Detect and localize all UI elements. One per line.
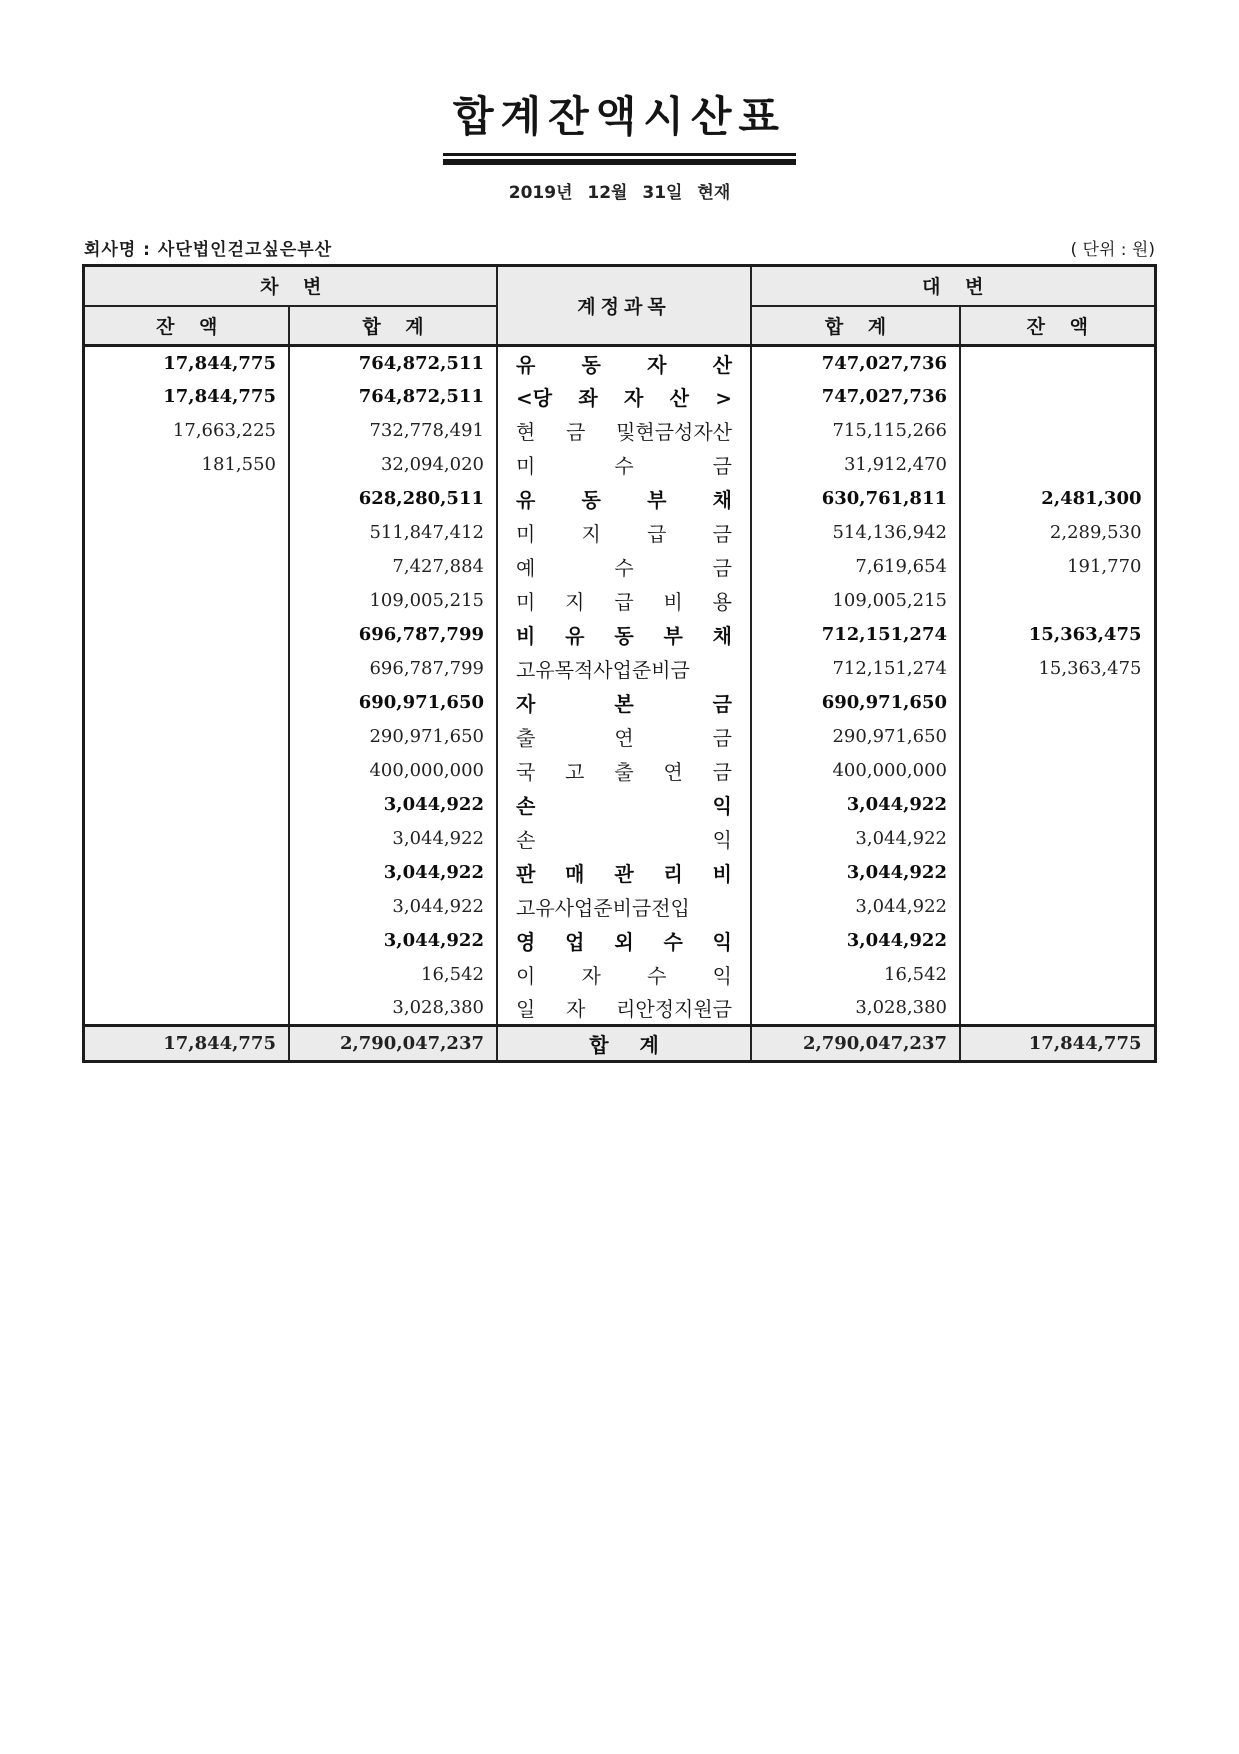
credit-balance-cell [960, 414, 1155, 448]
table-row [84, 754, 1155, 788]
table-row [84, 686, 1155, 720]
total-debit-balance: 17,844,775 [84, 1026, 289, 1062]
credit-balance-cell: 2,289,530 [960, 516, 1155, 550]
account-name-cell: 출 연 금 [497, 720, 751, 754]
account-name-cell: 유 동 자 산 [497, 346, 751, 380]
table-row [84, 482, 1155, 516]
table-row [84, 924, 1155, 958]
trial-balance-table [82, 264, 1156, 1063]
credit-total-cell: 715,115,266 [751, 414, 960, 448]
debit-balance-cell [84, 992, 289, 1026]
credit-balance-cell [960, 686, 1155, 720]
credit-balance-cell: 15,363,475 [960, 618, 1155, 652]
credit-balance-cell [960, 992, 1155, 1026]
debit-total-cell: 3,044,922 [289, 924, 497, 958]
credit-total-cell: 712,151,274 [751, 652, 960, 686]
credit-total-cell: 747,027,736 [751, 380, 960, 414]
debit-balance-cell [84, 890, 289, 924]
table-row [84, 856, 1155, 890]
credit-total-cell: 3,028,380 [751, 992, 960, 1026]
debit-balance-cell [84, 618, 289, 652]
debit-balance-cell: 17,844,775 [84, 346, 289, 380]
account-name-cell: 이 자 수 익 [497, 958, 751, 992]
credit-total-cell: 16,542 [751, 958, 960, 992]
credit-total-header: 합 계 [751, 306, 960, 346]
credit-balance-cell [960, 584, 1155, 618]
debit-total-header: 합 계 [289, 306, 497, 346]
table-row [84, 380, 1155, 414]
account-name-cell: 미 지 급 비 용 [497, 584, 751, 618]
debit-balance-cell [84, 754, 289, 788]
credit-total-cell: 3,044,922 [751, 822, 960, 856]
table-row [84, 618, 1155, 652]
credit-balance-cell [960, 346, 1155, 380]
title-underline [443, 159, 796, 165]
account-name-cell: 유 동 부 채 [497, 482, 751, 516]
credit-balance-cell [960, 788, 1155, 822]
debit-balance-cell [84, 958, 289, 992]
table-row [84, 992, 1155, 1026]
debit-total-cell: 290,971,650 [289, 720, 497, 754]
debit-total-cell: 690,971,650 [289, 686, 497, 720]
total-row [84, 1026, 1155, 1062]
table-row [84, 516, 1155, 550]
total-debit-total: 2,790,047,237 [289, 1026, 497, 1062]
debit-balance-cell: 181,550 [84, 448, 289, 482]
debit-balance-cell [84, 584, 289, 618]
total-row-label: 합 계 [497, 1026, 751, 1062]
credit-group-header: 대 변 [751, 266, 1155, 306]
table-body [84, 346, 1155, 1026]
debit-balance-cell: 17,844,775 [84, 380, 289, 414]
credit-balance-cell [960, 822, 1155, 856]
table-row [84, 346, 1155, 380]
debit-total-cell: 16,542 [289, 958, 497, 992]
debit-balance-cell [84, 856, 289, 890]
credit-balance-header: 잔 액 [960, 306, 1155, 346]
company-name: 회사명 : 사단법인걷고싶은부산 [84, 240, 333, 260]
credit-total-cell: 31,912,470 [751, 448, 960, 482]
credit-balance-cell: 15,363,475 [960, 652, 1155, 686]
account-name-cell: 손 익 [497, 788, 751, 822]
debit-balance-cell [84, 788, 289, 822]
total-credit-total: 2,790,047,237 [751, 1026, 960, 1062]
debit-total-cell: 696,787,799 [289, 652, 497, 686]
debit-group-header: 차 변 [84, 266, 497, 306]
credit-total-cell: 747,027,736 [751, 346, 960, 380]
account-name-cell: 고유목적사업준비금 [497, 652, 751, 686]
credit-total-cell: 290,971,650 [751, 720, 960, 754]
credit-balance-cell [960, 856, 1155, 890]
table-row [84, 788, 1155, 822]
debit-total-cell: 3,044,922 [289, 788, 497, 822]
page-title: 합계잔액시산표 [443, 84, 796, 156]
debit-total-cell: 109,005,215 [289, 584, 497, 618]
debit-balance-cell [84, 686, 289, 720]
title-section [0, 0, 1239, 165]
debit-balance-cell [84, 652, 289, 686]
debit-total-cell: 3,028,380 [289, 992, 497, 1026]
credit-balance-cell [960, 924, 1155, 958]
debit-balance-cell [84, 720, 289, 754]
account-name-cell: <당 좌 자 산 > [497, 380, 751, 414]
credit-total-cell: 712,151,274 [751, 618, 960, 652]
debit-balance-cell [84, 822, 289, 856]
debit-total-cell: 7,427,884 [289, 550, 497, 584]
table-row [84, 550, 1155, 584]
debit-total-cell: 732,778,491 [289, 414, 497, 448]
debit-balance-cell [84, 550, 289, 584]
account-name-cell: 판 매 관 리 비 [497, 856, 751, 890]
total-credit-balance: 17,844,775 [960, 1026, 1155, 1062]
credit-total-cell: 3,044,922 [751, 788, 960, 822]
account-name-cell: 일 자 리안정지원금 [497, 992, 751, 1026]
credit-balance-cell [960, 720, 1155, 754]
debit-total-cell: 3,044,922 [289, 890, 497, 924]
debit-total-cell: 3,044,922 [289, 856, 497, 890]
account-name-cell: 미 수 금 [497, 448, 751, 482]
debit-balance-cell [84, 924, 289, 958]
account-name-cell: 미 지 급 금 [497, 516, 751, 550]
credit-total-cell: 514,136,942 [751, 516, 960, 550]
debit-balance-cell: 17,663,225 [84, 414, 289, 448]
account-name-cell: 고유사업준비금전입 [497, 890, 751, 924]
debit-balance-header: 잔 액 [84, 306, 289, 346]
credit-balance-cell: 191,770 [960, 550, 1155, 584]
credit-balance-cell [960, 958, 1155, 992]
table-row [84, 958, 1155, 992]
debit-total-cell: 764,872,511 [289, 380, 497, 414]
meta-row [84, 235, 1155, 264]
table-row [84, 890, 1155, 924]
credit-balance-cell [960, 754, 1155, 788]
debit-total-cell: 511,847,412 [289, 516, 497, 550]
debit-balance-cell [84, 516, 289, 550]
account-name-cell: 손 익 [497, 822, 751, 856]
account-name-cell: 비 유 동 부 채 [497, 618, 751, 652]
account-name-cell: 자 본 금 [497, 686, 751, 720]
credit-total-cell: 3,044,922 [751, 924, 960, 958]
table-header [84, 266, 1155, 346]
debit-total-cell: 400,000,000 [289, 754, 497, 788]
credit-balance-cell [960, 448, 1155, 482]
table-row [84, 822, 1155, 856]
credit-balance-cell [960, 890, 1155, 924]
account-name-cell: 영 업 외 수 익 [497, 924, 751, 958]
credit-balance-cell: 2,481,300 [960, 482, 1155, 516]
credit-total-cell: 3,044,922 [751, 856, 960, 890]
account-column-header: 계정과목 [497, 266, 751, 346]
debit-total-cell: 32,094,020 [289, 448, 497, 482]
debit-total-cell: 764,872,511 [289, 346, 497, 380]
table-row [84, 584, 1155, 618]
table-row [84, 720, 1155, 754]
debit-total-cell: 696,787,799 [289, 618, 497, 652]
table-row [84, 652, 1155, 686]
credit-total-cell: 3,044,922 [751, 890, 960, 924]
credit-total-cell: 7,619,654 [751, 550, 960, 584]
account-name-cell: 현 금 및현금성자산 [497, 414, 751, 448]
report-date: 2019년 12월 31일 현재 [508, 183, 731, 203]
table-footer [84, 1026, 1155, 1062]
credit-total-cell: 690,971,650 [751, 686, 960, 720]
table-row [84, 448, 1155, 482]
unit-label: ( 단위 : 원) [1070, 240, 1155, 260]
title-block [443, 84, 796, 165]
credit-total-cell: 630,761,811 [751, 482, 960, 516]
credit-total-cell: 109,005,215 [751, 584, 960, 618]
account-name-cell: 국 고 출 연 금 [497, 754, 751, 788]
credit-total-cell: 400,000,000 [751, 754, 960, 788]
debit-balance-cell [84, 482, 289, 516]
table-row [84, 414, 1155, 448]
header-row-groups [84, 266, 1155, 306]
debit-total-cell: 628,280,511 [289, 482, 497, 516]
debit-total-cell: 3,044,922 [289, 822, 497, 856]
credit-balance-cell [960, 380, 1155, 414]
account-name-cell: 예 수 금 [497, 550, 751, 584]
